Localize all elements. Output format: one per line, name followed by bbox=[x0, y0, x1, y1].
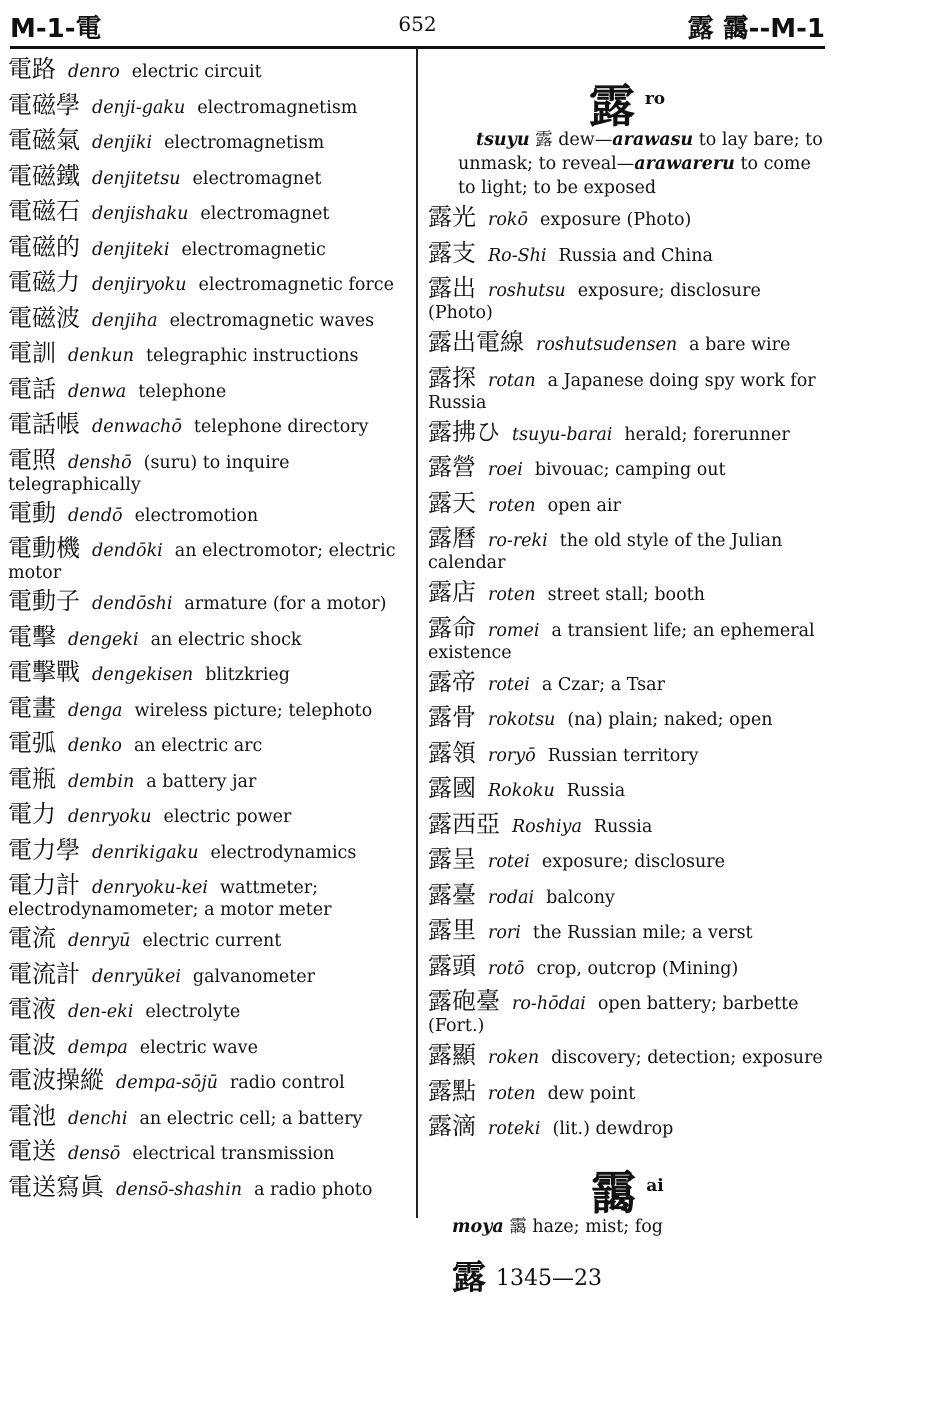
entry-kanji: 電送 bbox=[8, 1137, 56, 1165]
entry-definition: open air bbox=[547, 495, 621, 516]
entry-definition: blitzkrieg bbox=[205, 665, 290, 685]
entry-kanji: 電磁力 bbox=[8, 268, 80, 296]
dictionary-entry bbox=[428, 578, 826, 617]
left-column bbox=[8, 55, 408, 1211]
entry-definition: exposure (Photo) bbox=[540, 210, 692, 230]
entry-reading: dengekisen bbox=[92, 665, 194, 685]
dictionary-entry bbox=[428, 238, 826, 278]
dictionary-entry bbox=[8, 693, 408, 733]
kun-reading: arawareru bbox=[634, 154, 735, 174]
head-on-reading: ro bbox=[644, 89, 666, 109]
entry-kanji: 露臺 bbox=[428, 880, 476, 909]
entry-definition: electromagnetic bbox=[181, 239, 326, 260]
dictionary-entry bbox=[428, 738, 826, 778]
dictionary-entry bbox=[8, 197, 408, 236]
entry-definition: an electric cell; a battery bbox=[139, 1108, 363, 1129]
entry-definition: galvanometer bbox=[192, 966, 315, 987]
dictionary-entry bbox=[428, 328, 826, 367]
entry-reading: rokotsu bbox=[488, 710, 556, 730]
entry-reading: dendōki bbox=[92, 541, 163, 561]
dictionary-entry bbox=[8, 995, 408, 1034]
entry-kanji: 電磁波 bbox=[8, 303, 80, 332]
entry-definition: the Russian mile; a verst bbox=[532, 923, 753, 943]
footer-kanji: 露 bbox=[452, 1258, 486, 1298]
right-column bbox=[428, 70, 826, 1245]
entry-kanji: 露拂ひ bbox=[428, 417, 500, 446]
gloss-kanji: 露 bbox=[535, 130, 553, 150]
gloss-text: dew— bbox=[558, 130, 613, 150]
entry-reading: denwachō bbox=[92, 417, 182, 437]
entry-kanji: 露支 bbox=[428, 238, 476, 267]
dictionary-entry bbox=[8, 339, 408, 378]
entry-reading: rotei bbox=[488, 852, 530, 872]
entry-reading: dempa bbox=[68, 1037, 128, 1058]
dictionary-entry bbox=[8, 374, 408, 414]
dictionary-entry bbox=[428, 524, 826, 581]
dictionary-entry bbox=[428, 845, 826, 884]
entry-reading: denjiki bbox=[92, 133, 153, 153]
ro-compound-list bbox=[428, 203, 826, 1151]
dictionary-entry bbox=[8, 871, 408, 927]
entry-definition: wireless picture; telephoto bbox=[134, 700, 373, 721]
entry-definition: electric wave bbox=[139, 1037, 258, 1058]
dictionary-entry bbox=[8, 410, 408, 449]
entry-reading: dendō bbox=[68, 505, 123, 526]
entry-reading: dengeki bbox=[68, 629, 139, 650]
entry-definition: telegraphic instructions bbox=[145, 346, 359, 366]
dictionary-entry bbox=[8, 268, 408, 307]
column-divider bbox=[416, 48, 418, 1218]
entry-definition: street stall; booth bbox=[547, 585, 705, 605]
entry-kanji: 電流 bbox=[8, 924, 56, 952]
entry-definition: exposure; disclosure bbox=[541, 852, 725, 872]
entry-kanji: 電弧 bbox=[8, 729, 56, 757]
entry-kanji: 露頭 bbox=[428, 951, 476, 980]
entry-reading: densō-shashin bbox=[116, 1179, 243, 1200]
entry-definition: radio control bbox=[229, 1073, 345, 1093]
entry-reading: roei bbox=[488, 460, 523, 480]
dictionary-entry bbox=[8, 764, 408, 804]
entry-definition: an electric arc bbox=[133, 736, 263, 756]
entry-kanji: 露光 bbox=[428, 203, 476, 231]
entry-reading: ro-reki bbox=[488, 531, 548, 551]
entry-kanji: 電磁氣 bbox=[8, 126, 80, 154]
entry-kanji: 露點 bbox=[428, 1076, 476, 1105]
entry-definition: electromagnetism bbox=[164, 133, 325, 153]
kun-gloss-ai bbox=[428, 1215, 826, 1239]
entry-kanji: 露里 bbox=[428, 916, 476, 944]
entry-definition: electromotion bbox=[134, 505, 259, 526]
header-left-guide: M-1-電 bbox=[10, 14, 102, 44]
dictionary-entry bbox=[8, 587, 408, 626]
entry-kanji: 露西亞 bbox=[428, 809, 500, 838]
entry-reading: Ro-Shi bbox=[488, 245, 547, 266]
entry-definition: Russia bbox=[566, 781, 626, 801]
entry-definition: telephone bbox=[138, 381, 227, 402]
entry-reading: denryū bbox=[68, 931, 131, 951]
dictionary-entry bbox=[428, 667, 826, 707]
entry-definition: electrical transmission bbox=[132, 1144, 335, 1164]
entry-kanji: 露出 bbox=[428, 274, 476, 302]
entry-reading: Roshiya bbox=[512, 816, 582, 837]
dictionary-entry bbox=[428, 203, 826, 242]
entry-reading: denjishaku bbox=[92, 204, 189, 224]
entry-definition: herald; forerunner bbox=[624, 424, 790, 445]
entry-kanji: 電畫 bbox=[8, 693, 56, 722]
entry-definition: (lit.) dewdrop bbox=[552, 1119, 674, 1139]
entry-reading: rokō bbox=[488, 210, 529, 230]
entry-definition: Russian territory bbox=[547, 745, 699, 766]
entry-reading: ro-hōdai bbox=[512, 994, 586, 1014]
entry-kanji: 電流計 bbox=[8, 959, 80, 988]
entry-reading: denjiryoku bbox=[92, 275, 187, 295]
entry-kanji: 電擊戰 bbox=[8, 658, 80, 686]
entry-kanji: 電液 bbox=[8, 995, 56, 1023]
entry-reading: roten bbox=[488, 495, 536, 516]
entry-definition: the old style of the Julian calendar bbox=[428, 531, 783, 573]
entry-kanji: 電話 bbox=[8, 374, 56, 403]
entry-kanji: 露骨 bbox=[428, 703, 476, 731]
entry-reading: rori bbox=[488, 923, 521, 943]
dictionary-entry bbox=[8, 800, 408, 839]
entry-reading: tsuyu-barai bbox=[512, 424, 613, 445]
entry-kanji: 電波 bbox=[8, 1030, 56, 1059]
footer-reference bbox=[452, 1250, 602, 1299]
dictionary-entry bbox=[8, 498, 408, 538]
head-character-ai bbox=[428, 1157, 826, 1220]
entry-reading: dendōshi bbox=[92, 594, 173, 614]
entry-reading: densō bbox=[68, 1144, 121, 1164]
dictionary-entry bbox=[428, 488, 826, 528]
dictionary-entry bbox=[8, 161, 408, 201]
page-header bbox=[10, 8, 825, 42]
entry-kanji: 電力 bbox=[8, 800, 56, 828]
entry-kanji: 露店 bbox=[428, 578, 476, 606]
entry-reading: denko bbox=[68, 736, 122, 756]
entry-kanji: 電波操縱 bbox=[8, 1066, 104, 1094]
entry-kanji: 電磁鐵 bbox=[8, 161, 80, 190]
entry-reading: roteki bbox=[488, 1119, 541, 1139]
entry-kanji: 電力計 bbox=[8, 871, 80, 899]
dictionary-entry bbox=[8, 445, 408, 502]
entry-definition: electrodynamics bbox=[210, 842, 357, 863]
entry-kanji: 電路 bbox=[8, 55, 56, 83]
kun-gloss-ro bbox=[428, 128, 826, 200]
dictionary-entry bbox=[428, 453, 826, 492]
entry-definition: an electromotor; electric motor bbox=[8, 541, 396, 583]
entry-kanji: 電磁石 bbox=[8, 197, 80, 225]
dictionary-entry bbox=[428, 987, 826, 1044]
entry-definition: a Japanese doing spy work for Russia bbox=[428, 370, 816, 413]
dictionary-entry bbox=[8, 959, 408, 999]
entry-kanji: 露砲臺 bbox=[428, 987, 500, 1015]
entry-definition: electromagnet bbox=[192, 168, 322, 189]
dictionary-entry bbox=[428, 1112, 826, 1151]
entry-definition: exposure; disclosure (Photo) bbox=[428, 281, 761, 323]
dictionary-entry bbox=[8, 1172, 408, 1212]
entry-definition: electromagnetism bbox=[197, 97, 358, 118]
entry-kanji: 電力學 bbox=[8, 835, 80, 864]
entry-reading: denji-gaku bbox=[92, 97, 186, 118]
entry-reading: denkun bbox=[68, 346, 134, 366]
entry-definition: discovery; detection; exposure bbox=[551, 1048, 823, 1068]
entry-kanji: 露國 bbox=[428, 774, 476, 802]
footer-ref-number: 1345—23 bbox=[496, 1266, 602, 1291]
dictionary-entry bbox=[428, 417, 826, 457]
dictionary-entry bbox=[8, 55, 408, 94]
gloss-text: to come to light; to be exposed bbox=[458, 154, 811, 198]
entry-definition: an electric shock bbox=[150, 629, 302, 650]
entry-definition: Russia bbox=[593, 816, 653, 837]
entry-reading: rotō bbox=[488, 958, 525, 979]
entry-reading: roten bbox=[488, 585, 536, 605]
entry-kanji: 電瓶 bbox=[8, 764, 56, 793]
head-kanji: 靄 bbox=[590, 1165, 637, 1220]
entry-reading: roryō bbox=[488, 745, 536, 766]
dictionary-entry bbox=[428, 703, 826, 742]
entry-definition: open battery; barbette (Fort.) bbox=[428, 994, 799, 1036]
entry-definition: a radio photo bbox=[254, 1179, 373, 1200]
entry-kanji: 電動子 bbox=[8, 587, 80, 615]
dictionary-entry bbox=[8, 1066, 408, 1105]
entry-reading: denshō bbox=[68, 452, 132, 473]
dictionary-entry bbox=[428, 880, 826, 920]
dictionary-entry bbox=[428, 951, 826, 991]
entry-kanji: 露天 bbox=[428, 488, 476, 517]
entry-definition: wattmeter; electrodynamometer; a motor meter bbox=[8, 878, 332, 920]
entry-kanji: 露出電線 bbox=[428, 328, 524, 356]
entry-kanji: 露領 bbox=[428, 738, 476, 767]
entry-reading: denrikigaku bbox=[92, 842, 199, 863]
kun-reading: moya bbox=[452, 1216, 504, 1237]
entry-kanji: 電訓 bbox=[8, 339, 56, 367]
entry-reading: romei bbox=[488, 620, 540, 641]
entry-definition: electric current bbox=[142, 931, 282, 951]
entry-kanji: 電送寫眞 bbox=[8, 1172, 104, 1201]
head-on-reading: ai bbox=[646, 1175, 664, 1196]
dictionary-entry bbox=[428, 774, 826, 813]
entry-reading: denro bbox=[68, 62, 120, 82]
dictionary-entry bbox=[428, 1041, 826, 1080]
gloss-kanji: 靄 bbox=[509, 1216, 527, 1237]
entry-kanji: 電動機 bbox=[8, 534, 80, 562]
entry-definition: crop, outcrop (Mining) bbox=[536, 958, 739, 979]
entry-definition: (na) plain; naked; open bbox=[567, 710, 773, 730]
entry-definition: (suru) to inquire telegraphically bbox=[8, 452, 290, 495]
entry-reading: rotei bbox=[488, 674, 530, 695]
entry-definition: electromagnet bbox=[200, 204, 330, 224]
dictionary-entry bbox=[428, 363, 826, 421]
entry-reading: rotan bbox=[488, 370, 536, 391]
dictionary-entry bbox=[428, 274, 826, 331]
entry-kanji: 電動 bbox=[8, 498, 56, 527]
entry-kanji: 露曆 bbox=[428, 524, 476, 552]
entry-reading: denchi bbox=[68, 1108, 128, 1129]
dictionary-entry bbox=[8, 232, 408, 272]
gloss-text: to lay bare; to unmask; to reveal— bbox=[458, 130, 823, 174]
entry-reading: roten bbox=[488, 1083, 536, 1104]
entry-definition: telephone directory bbox=[193, 417, 369, 437]
dictionary-entry bbox=[8, 729, 408, 768]
dictionary-entry bbox=[8, 924, 408, 963]
entry-kanji: 露營 bbox=[428, 453, 476, 481]
entry-definition: balcony bbox=[546, 887, 615, 908]
entry-reading: roshutsu bbox=[488, 281, 566, 301]
entry-definition: a transient life; an ephemeral existence bbox=[428, 620, 815, 663]
entry-kanji: 電話帳 bbox=[8, 410, 80, 438]
entry-kanji: 露滴 bbox=[428, 1112, 476, 1140]
kun-reading: tsuyu bbox=[476, 130, 530, 150]
entry-definition: electric circuit bbox=[131, 62, 262, 82]
dictionary-entry bbox=[8, 303, 408, 343]
entry-definition: electromagnetic force bbox=[198, 275, 394, 295]
entry-kanji: 電磁的 bbox=[8, 232, 80, 261]
entry-kanji: 電池 bbox=[8, 1101, 56, 1130]
entry-reading: dembin bbox=[68, 771, 135, 792]
entry-kanji: 露探 bbox=[428, 363, 476, 392]
entry-reading: rodai bbox=[488, 887, 535, 908]
dictionary-entry bbox=[8, 1101, 408, 1141]
entry-reading: denjiha bbox=[92, 310, 158, 331]
entry-definition: Russia and China bbox=[558, 245, 713, 266]
entry-definition: a battery jar bbox=[146, 771, 257, 792]
entry-reading: denga bbox=[68, 700, 123, 721]
entry-reading: den-eki bbox=[68, 1002, 134, 1022]
entry-kanji: 露呈 bbox=[428, 845, 476, 873]
entry-definition: armature (for a motor) bbox=[184, 594, 387, 614]
head-kanji: 露 bbox=[588, 79, 635, 133]
entry-reading: denjitetsu bbox=[92, 168, 181, 189]
header-right-guide: 露 靄--M-1 bbox=[687, 14, 825, 44]
dictionary-entry bbox=[8, 622, 408, 662]
entry-kanji: 露帝 bbox=[428, 667, 476, 696]
dictionary-entry bbox=[428, 916, 826, 955]
head-character-ro bbox=[428, 70, 826, 133]
dictionary-entry bbox=[8, 1137, 408, 1176]
entry-reading: denryūkei bbox=[92, 966, 181, 987]
entry-definition: dew point bbox=[547, 1083, 636, 1104]
entry-reading: Rokoku bbox=[488, 781, 555, 801]
entry-definition: bivouac; camping out bbox=[534, 460, 726, 480]
entry-reading: dempa-sōjū bbox=[116, 1073, 218, 1093]
entry-kanji: 電擊 bbox=[8, 622, 56, 651]
entry-definition: a Czar; a Tsar bbox=[541, 674, 665, 695]
dictionary-entry bbox=[428, 809, 826, 849]
kun-reading: arawasu bbox=[612, 130, 694, 150]
entry-kanji: 露命 bbox=[428, 613, 476, 642]
entry-kanji: 電磁學 bbox=[8, 90, 80, 119]
dictionary-entry bbox=[8, 126, 408, 165]
entry-reading: denryoku-kei bbox=[92, 878, 208, 898]
entry-reading: roshutsudensen bbox=[536, 335, 678, 355]
entry-reading: denwa bbox=[68, 381, 127, 402]
entry-kanji: 露顯 bbox=[428, 1041, 476, 1069]
dictionary-entry bbox=[8, 534, 408, 590]
dictionary-entry bbox=[428, 1076, 826, 1116]
entry-reading: denryoku bbox=[68, 807, 152, 827]
gloss-text: haze; mist; fog bbox=[532, 1216, 663, 1237]
entry-reading: denjiteki bbox=[92, 239, 170, 260]
entry-definition: electromagnetic waves bbox=[169, 310, 375, 331]
dictionary-entry bbox=[8, 658, 408, 697]
dictionary-entry bbox=[8, 835, 408, 875]
entry-reading: roken bbox=[488, 1048, 540, 1068]
dictionary-entry bbox=[428, 613, 826, 671]
entry-definition: electric power bbox=[163, 807, 292, 827]
entry-definition: a bare wire bbox=[689, 335, 791, 355]
page-number: 652 bbox=[398, 12, 437, 36]
dictionary-entry bbox=[8, 90, 408, 130]
dictionary-entry bbox=[8, 1030, 408, 1070]
entry-kanji: 電照 bbox=[8, 445, 56, 474]
entry-definition: electrolyte bbox=[145, 1002, 241, 1022]
